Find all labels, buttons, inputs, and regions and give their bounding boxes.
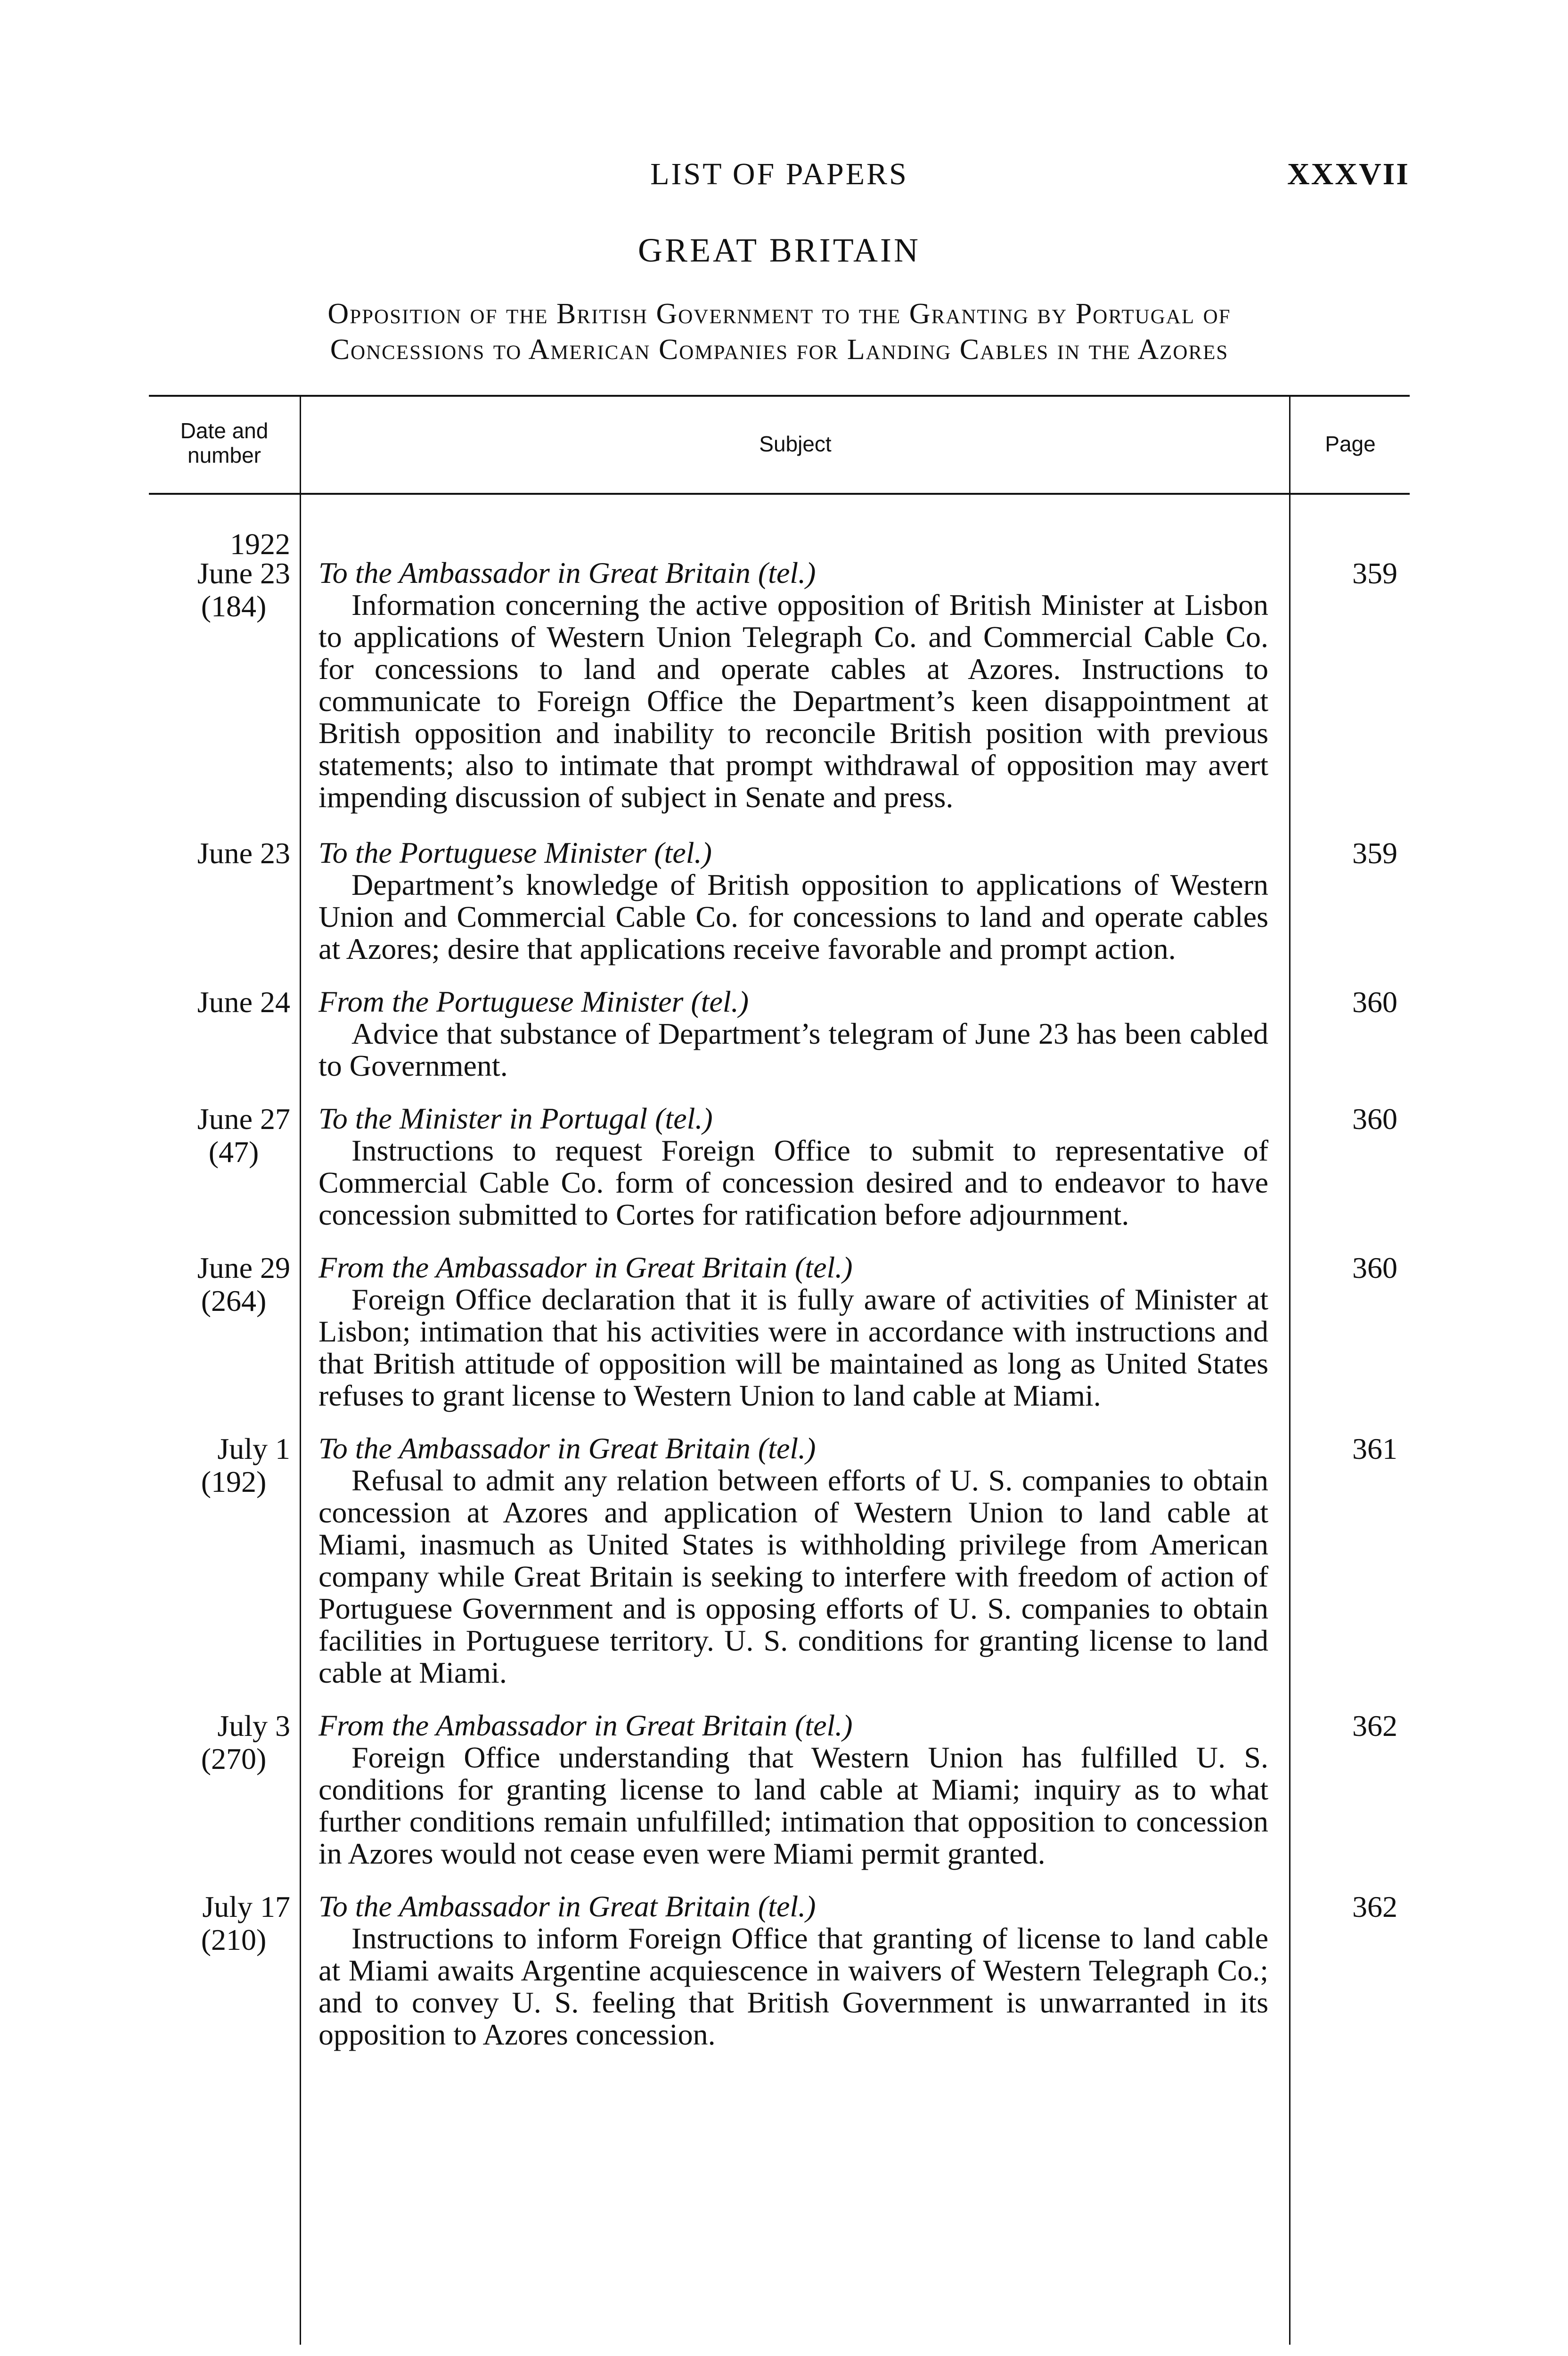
entry-date: July 17 <box>202 1890 290 1923</box>
entry-date: June 27 <box>197 1102 290 1136</box>
subject-column-header: Subject <box>759 432 832 456</box>
section-title <box>149 296 1410 368</box>
entry-row <box>149 1890 1410 2051</box>
entry-addressee: To the Ambassador in Great Britain (tel.) <box>318 556 816 589</box>
entry-date-cell <box>149 1432 290 1498</box>
entry-number: (270) <box>201 1742 267 1775</box>
entry-number: (264) <box>201 1284 267 1317</box>
entry-addressee: To the Minister in Portugal (tel.) <box>318 1102 713 1135</box>
entry-date-cell <box>149 1252 290 1317</box>
entry-page: 360 <box>1352 1102 1397 1136</box>
page-column-header: Page <box>1325 432 1376 456</box>
page-header <box>149 152 1410 194</box>
entry-summary: Instructions to request Foreign Office to submit to representative of Commercial Cable Co. form of concession desired and to endeavor to have concession submitted to Cortes for ratification before adjournment. <box>318 1134 1268 1231</box>
entry-subject-cell <box>318 986 1268 1082</box>
entry-date-cell <box>149 837 290 870</box>
year-label: 1922 <box>230 527 290 561</box>
entry-row <box>149 1252 1410 1412</box>
entry-date-cell <box>149 1890 290 1956</box>
page-number: XXXVII <box>1287 157 1410 191</box>
entry-row <box>149 557 1410 813</box>
entry-subject-cell <box>318 1890 1268 2051</box>
entry-subject-cell <box>318 557 1268 813</box>
entry-subject-cell <box>318 1252 1268 1412</box>
entry-summary: Refusal to admit any relation between efforts of U. S. companies to obtain concession at Azores and application of Western Union to land cable at Miami, inasmuch as United States is withholding privilege from American company while Great Britain is seeking to interfere with freedom of action of Portuguese Government and is opposing efforts of U. S. companies to obtain facilities in Portuguese territory. U. S. conditions for granting license to land cable at Miami. <box>318 1464 1268 1689</box>
entry-date: July 1 <box>217 1432 290 1465</box>
section-title-line-2: Concessions to American Companies for Landing Cables in the Azores <box>330 334 1229 366</box>
entry-number: (47) <box>208 1135 259 1169</box>
entry-number: (192) <box>201 1465 267 1498</box>
entry-date: June 23 <box>197 556 290 590</box>
entry-date: July 3 <box>217 1709 290 1742</box>
entry-subject-cell <box>318 1432 1268 1689</box>
entry-subject-cell <box>318 1103 1268 1231</box>
entry-number: (210) <box>201 1923 267 1956</box>
running-title: LIST OF PAPERS <box>650 157 908 191</box>
entry-addressee: To the Ambassador in Great Britain (tel.) <box>318 1890 816 1923</box>
entry-addressee: To the Ambassador in Great Britain (tel.) <box>318 1432 816 1465</box>
entry-summary: Department’s knowledge of British opposition to applications of Western Union and Commercial Cable Co. for concessions to land and operate cables at Azores; desire that applications receive favorable and prompt action. <box>318 868 1268 965</box>
entry-page: 359 <box>1352 836 1397 870</box>
entry-addressee: To the Portuguese Minister (tel.) <box>318 836 712 869</box>
entry-summary: Information concerning the active opposition of British Minister at Lisbon to applications of Western Union Telegraph Co. and Commercial Cable Co. for concessions to land and operate cables at Azores. Instructions to communicate to Foreign Office the Department’s keen disappointment at British opposition and inability to reconcile British position with previous statements; also to intimate that prompt withdrawal of opposition may avert impending discussion of subject in Senate and press. <box>318 588 1268 814</box>
entry-summary: Foreign Office declaration that it is fully aware of activities of Minister at Lisbon; intimation that his activities were in accordance with instructions and that British attitude of opposition will be maintained as long as United States refuses to grant license to Western Union to land cable at Miami. <box>318 1283 1268 1412</box>
entry-subject-cell <box>318 1710 1268 1870</box>
date-column-header: Date and number <box>180 418 269 467</box>
entry-date-cell <box>149 1710 290 1775</box>
entry-date: June 23 <box>197 836 290 870</box>
entry-date-cell <box>149 986 290 1019</box>
entry-page: 362 <box>1352 1709 1397 1742</box>
entry-row <box>149 1710 1410 1870</box>
entry-addressee: From the Ambassador in Great Britain (tel.) <box>318 1709 853 1742</box>
entry-row <box>149 837 1410 965</box>
entry-row <box>149 986 1410 1082</box>
entry-addressee: From the Ambassador in Great Britain (tel.) <box>318 1251 853 1284</box>
entry-subject-cell <box>318 837 1268 965</box>
entry-row <box>149 1103 1410 1231</box>
table-header-rule <box>149 493 1410 495</box>
entry-addressee: From the Portuguese Minister (tel.) <box>318 985 749 1018</box>
entry-date: June 24 <box>197 985 290 1019</box>
entry-page: 362 <box>1352 1890 1397 1923</box>
entry-page: 359 <box>1352 556 1397 590</box>
entry-date: June 29 <box>197 1251 290 1284</box>
entry-page: 360 <box>1352 985 1397 1019</box>
entries-list <box>149 557 1410 2051</box>
section-title-line-1: Opposition of the British Government to the Granting by Portugal of <box>327 298 1231 330</box>
country-heading: GREAT BRITAIN <box>638 231 921 269</box>
table-top-rule <box>149 395 1410 397</box>
entry-summary: Foreign Office understanding that Western Union has fulfilled U. S. conditions for granting license to land cable at Miami; inquiry as to what further conditions remain unfulfilled; intimation that opposition to concession in Azores would not cease even were Miami permit granted. <box>318 1741 1268 1870</box>
entry-summary: Instructions to inform Foreign Office that granting of license to land cable at Miami awaits Argentine acquiescence in waivers of Western Telegraph Co.; and to convey U. S. feeling that British Government is unwarranted in its opposition to Azores concession. <box>318 1922 1268 2051</box>
entry-page: 361 <box>1352 1432 1397 1465</box>
entry-date-cell <box>149 1103 290 1169</box>
entry-page: 360 <box>1352 1251 1397 1284</box>
entry-date-cell <box>149 557 290 623</box>
entry-row <box>149 1432 1410 1689</box>
entry-summary: Advice that substance of Department’s telegram of June 23 has been cabled to Government. <box>318 1017 1268 1082</box>
entry-number: (184) <box>201 589 267 623</box>
